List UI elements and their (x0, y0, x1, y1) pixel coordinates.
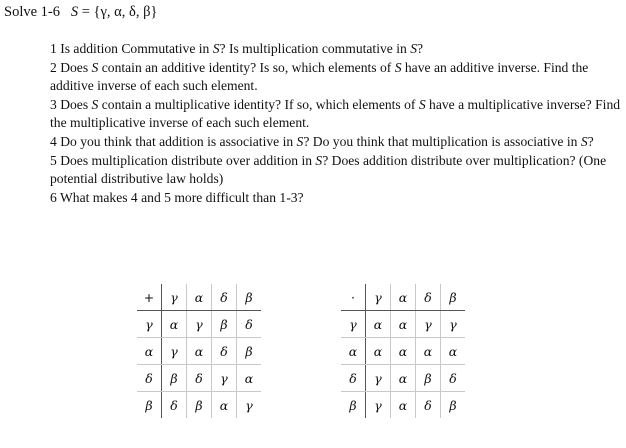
question-6: 6 What makes 4 and 5 more difficult than 1-3? (50, 189, 304, 205)
page-title (4, 2, 157, 22)
addition-col-header: β (237, 284, 262, 311)
title-prefix: Solve 1-6 (4, 4, 60, 20)
multiplication-operator: · (341, 284, 366, 311)
addition-row (137, 392, 261, 419)
addition-col-header: δ (212, 284, 237, 311)
addition-cell: δ (162, 392, 187, 419)
addition-cell: γ (187, 311, 212, 338)
multiplication-cell: α (391, 311, 416, 338)
addition-table (137, 284, 261, 418)
question-3: 3 Does S contain a multiplicative identity? If so, which elements of S have a multiplicative inverse? Find the multiplicative inverse of each such element. (50, 96, 621, 131)
multiplication-row (341, 365, 465, 392)
addition-cell: γ (212, 365, 237, 392)
addition-header-row (137, 284, 261, 311)
question-2: 2 Does S contain an additive identity? Is so, which elements of S have an additive inverse. Find the additive inverse of each such element. (50, 59, 589, 94)
addition-operator: + (137, 284, 162, 311)
multiplication-cell: γ (441, 311, 466, 338)
addition-row-header: γ (137, 311, 162, 338)
multiplication-cell: α (366, 338, 391, 365)
addition-row-header: α (137, 338, 162, 365)
multiplication-col-header: α (391, 284, 416, 311)
addition-row (137, 338, 261, 365)
multiplication-header-row (341, 284, 465, 311)
addition-cell: γ (245, 397, 253, 413)
question-1: 1 Is addition Commutative in S? Is multiplication commutative in S? (50, 41, 424, 56)
addition-cell: β (162, 365, 187, 392)
addition-row (137, 311, 261, 338)
question-4: 4 Do you think that addition is associative in S? Do you think that multiplication is associative in S? (50, 133, 594, 149)
multiplication-cell: α (391, 365, 416, 392)
multiplication-col-header: δ (416, 284, 441, 311)
multiplication-row-header: δ (341, 365, 366, 392)
multiplication-cell: γ (366, 392, 391, 419)
multiplication-cell: δ (416, 392, 441, 419)
multiplication-table (341, 284, 465, 418)
multiplication-cell: α (416, 338, 441, 365)
question-5: 5 Does multiplication distribute over addition in S? Does addition distribute over multiplication? (One potential distributive law holds) (50, 152, 607, 187)
multiplication-cell: γ (366, 365, 391, 392)
multiplication-row-header: β (341, 392, 366, 419)
multiplication-cell: α (391, 338, 416, 365)
addition-col-header: γ (162, 284, 187, 311)
multiplication-cell: δ (441, 365, 466, 392)
set-definition: = {γ, α, δ, β} (78, 4, 158, 20)
multiplication-col-header: β (441, 284, 466, 311)
addition-row-header: δ (137, 365, 162, 392)
multiplication-col-header: γ (366, 284, 391, 311)
set-variable: S (70, 4, 79, 20)
multiplication-cell: β (416, 365, 441, 392)
multiplication-row-header: α (341, 338, 366, 365)
multiplication-row (341, 311, 465, 338)
addition-col-header: α (187, 284, 212, 311)
addition-cell: β (187, 392, 212, 419)
question-list (50, 40, 626, 207)
multiplication-cell: α (441, 338, 466, 365)
addition-cell: β (212, 311, 237, 338)
addition-cell: γ (162, 338, 187, 365)
multiplication-row (341, 392, 465, 419)
addition-cell: δ (212, 338, 237, 365)
addition-cell: α (187, 338, 212, 365)
addition-cell: β (237, 338, 262, 365)
multiplication-row-header: γ (341, 311, 366, 338)
addition-cell: δ (187, 365, 212, 392)
multiplication-cell: γ (416, 311, 441, 338)
multiplication-cell: β (449, 397, 457, 413)
multiplication-cell: α (366, 311, 391, 338)
addition-row-header: β (137, 392, 162, 419)
addition-cell: α (162, 311, 187, 338)
multiplication-cell: α (391, 392, 416, 419)
addition-cell: δ (237, 311, 262, 338)
addition-cell: α (212, 392, 237, 419)
multiplication-row (341, 338, 465, 365)
addition-row (137, 365, 261, 392)
addition-cell: α (237, 365, 262, 392)
